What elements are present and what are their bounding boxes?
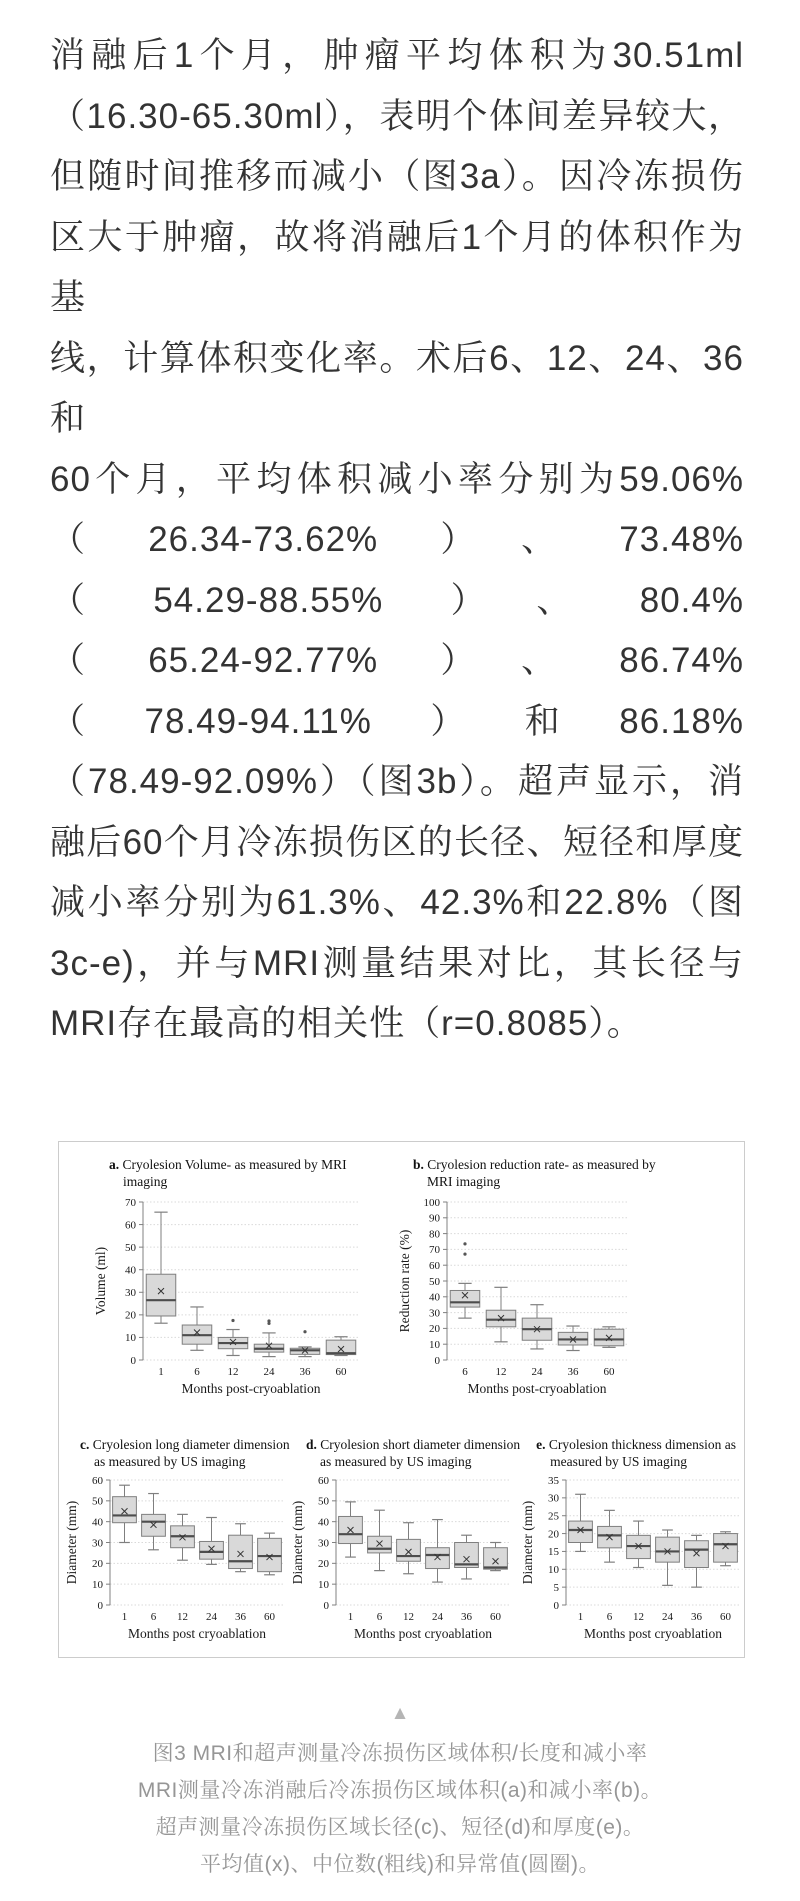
svg-text:50: 50 (318, 1495, 329, 1508)
box-group-12 (627, 1521, 651, 1567)
svg-text:35: 35 (548, 1474, 560, 1487)
svg-text:5: 5 (553, 1581, 560, 1594)
text-line: （78.49-92.09%）（图3b）。超声显示，消 (50, 762, 744, 801)
text-line: （65.24-92.77%）、86.74% (50, 641, 744, 680)
svg-text:24: 24 (263, 1365, 275, 1378)
figure-row-bottom (59, 1436, 744, 1647)
svg-text:36: 36 (461, 1610, 472, 1623)
svg-text:0: 0 (130, 1354, 136, 1367)
box-group-6 (450, 1242, 480, 1318)
text-line: （16.30-65.30ml），表明个体间差异较大， (50, 96, 744, 136)
svg-text:10: 10 (548, 1563, 560, 1576)
text-line: 线，计算体积变化率。术后6、12、24、36和 (50, 338, 744, 438)
svg-text:12: 12 (633, 1610, 645, 1623)
svg-text:Diameter (mm): Diameter (mm) (290, 1500, 305, 1584)
caption-line: 平均值(x)、中位数(粗线)和异常值(圆圈)。 (200, 1852, 600, 1876)
svg-text:30: 30 (429, 1306, 440, 1319)
svg-text:Months post-cryoablation: Months post-cryoablation (181, 1380, 321, 1396)
svg-text:20: 20 (548, 1528, 560, 1541)
chart-d-title: d. Cryolesion short diameter dimension as measured by US imaging (306, 1436, 521, 1470)
box-group-60 (484, 1542, 508, 1570)
svg-text:0: 0 (323, 1599, 329, 1612)
svg-text:50: 50 (92, 1495, 103, 1508)
svg-text:6: 6 (150, 1610, 157, 1623)
svg-text:50: 50 (125, 1241, 136, 1254)
svg-text:6: 6 (606, 1610, 613, 1623)
chart-b-title: b. Cryolesion reduction rate- as measured by MRI imaging (413, 1156, 656, 1190)
svg-text:60: 60 (720, 1610, 732, 1623)
svg-text:30: 30 (92, 1536, 103, 1549)
svg-text:6: 6 (462, 1365, 468, 1378)
svg-text:Reduction rate (%): Reduction rate (%) (397, 1229, 412, 1332)
svg-text:20: 20 (125, 1309, 136, 1322)
svg-text:Diameter (mm): Diameter (mm) (520, 1500, 536, 1584)
chart-a-boxplot (93, 1194, 375, 1402)
box-group-1 (146, 1212, 176, 1323)
text-line: 消融后1个月，肿瘤平均体积为30.51ml (50, 36, 744, 75)
svg-text:1: 1 (158, 1365, 164, 1378)
box-group-6 (182, 1307, 212, 1350)
svg-text:30: 30 (318, 1536, 329, 1549)
svg-text:30: 30 (125, 1286, 136, 1299)
text-line: （26.34-73.62%）、73.48% (50, 520, 744, 559)
box-group-24 (200, 1517, 224, 1564)
svg-text:Diameter (mm): Diameter (mm) (64, 1500, 79, 1584)
svg-text:36: 36 (235, 1610, 246, 1623)
box-group-36 (455, 1535, 479, 1579)
box-group-6 (368, 1510, 392, 1570)
svg-text:100: 100 (423, 1196, 440, 1209)
svg-text:20: 20 (318, 1557, 329, 1570)
caption-line: 图3 MRI和超声测量冷冻损伤区域体积/长度和减小率 (152, 1741, 648, 1765)
svg-text:60: 60 (603, 1365, 615, 1378)
chart-b-boxplot (397, 1194, 643, 1402)
text-line: （78.49-94.11%）和86.18% (50, 701, 744, 741)
svg-text:12: 12 (495, 1365, 507, 1378)
svg-text:12: 12 (177, 1610, 188, 1623)
chart-e-title: e. Cryolesion thickness dimension as measured by US imaging (536, 1436, 736, 1470)
svg-text:1: 1 (121, 1610, 128, 1623)
box-group-6 (142, 1493, 166, 1549)
box-group-12 (486, 1287, 516, 1342)
text-line: 但随时间推移而减小（图3a）。因冷冻损伤 (50, 157, 744, 196)
box-group-1 (569, 1494, 593, 1551)
svg-text:60: 60 (429, 1259, 440, 1272)
svg-text:24: 24 (662, 1610, 674, 1623)
svg-text:36: 36 (567, 1365, 579, 1378)
chart-c (64, 1436, 290, 1647)
figure-caption (0, 1735, 800, 1883)
box-group-1 (113, 1485, 137, 1542)
chart-e (520, 1436, 746, 1647)
caption-area (0, 1704, 800, 1883)
svg-text:Months post-cryoablation: Months post-cryoablation (467, 1380, 607, 1396)
svg-text:Months post cryoablation: Months post cryoablation (584, 1625, 723, 1641)
svg-text:25: 25 (548, 1510, 560, 1523)
text-line: 3c-e)，并与MRI测量结果对比，其长径与 (50, 943, 744, 983)
svg-text:Months post cryoablation: Months post cryoablation (128, 1625, 266, 1641)
svg-text:0: 0 (97, 1599, 103, 1612)
text-line: MRI存在最高的相关性（r=0.8085）。 (50, 1004, 643, 1043)
box-group-60 (714, 1531, 738, 1565)
svg-text:36: 36 (691, 1610, 703, 1623)
svg-text:10: 10 (429, 1338, 440, 1351)
svg-text:30: 30 (548, 1492, 560, 1505)
svg-text:0: 0 (434, 1354, 440, 1367)
box-group-36 (685, 1535, 709, 1587)
box-group-12 (218, 1318, 248, 1355)
svg-text:60: 60 (264, 1610, 275, 1623)
figure-panel (58, 1141, 745, 1658)
svg-text:12: 12 (227, 1365, 239, 1378)
svg-text:24: 24 (432, 1610, 443, 1623)
svg-text:Months post cryoablation: Months post cryoablation (354, 1625, 492, 1641)
text-line: 60个月，平均体积减小率分别为59.06% (50, 459, 744, 499)
box-group-24 (426, 1519, 450, 1582)
figure-row-top (59, 1156, 744, 1402)
svg-text:50: 50 (429, 1275, 440, 1288)
text-line: 融后60个月冷冻损伤区的长径、短径和厚度 (50, 822, 744, 862)
box-group-24 (656, 1530, 680, 1585)
svg-text:60: 60 (335, 1365, 347, 1378)
svg-text:40: 40 (429, 1291, 440, 1304)
box-group-60 (594, 1326, 624, 1347)
chart-a (93, 1156, 375, 1402)
svg-text:60: 60 (318, 1474, 329, 1487)
caption-line: MRI测量冷冻消融后冷冻损伤区域体积(a)和减小率(b)。 (137, 1778, 663, 1802)
box-group-24 (522, 1304, 552, 1348)
text-line: （54.29-88.55%）、80.4% (50, 580, 744, 620)
svg-text:70: 70 (125, 1196, 136, 1209)
svg-text:15: 15 (548, 1545, 560, 1558)
svg-text:36: 36 (299, 1365, 311, 1378)
collapse-triangle-icon[interactable]: ▲ (390, 1702, 410, 1724)
svg-text:60: 60 (125, 1218, 136, 1231)
svg-text:90: 90 (429, 1212, 440, 1225)
box-group-12 (397, 1522, 421, 1573)
svg-text:40: 40 (318, 1516, 329, 1529)
chart-b (397, 1156, 656, 1402)
svg-text:1: 1 (347, 1610, 354, 1623)
box-group-24 (254, 1319, 284, 1356)
box-group-60 (326, 1336, 356, 1355)
svg-text:0: 0 (553, 1599, 560, 1612)
svg-text:60: 60 (490, 1610, 501, 1623)
svg-text:24: 24 (206, 1610, 217, 1623)
chart-c-boxplot (64, 1474, 290, 1647)
text-line: 减小率分别为61.3%、42.3%和22.8%（图 (50, 883, 744, 922)
svg-text:6: 6 (194, 1365, 200, 1378)
box-group-36 (558, 1326, 588, 1350)
svg-text:24: 24 (531, 1365, 543, 1378)
chart-d-boxplot (290, 1474, 516, 1647)
svg-text:40: 40 (92, 1516, 103, 1529)
svg-text:Volume (ml): Volume (ml) (93, 1246, 108, 1315)
box-group-6 (598, 1510, 622, 1562)
svg-text:20: 20 (429, 1322, 440, 1335)
svg-text:70: 70 (429, 1243, 440, 1256)
svg-text:6: 6 (376, 1610, 383, 1623)
chart-e-boxplot (520, 1474, 746, 1647)
svg-text:10: 10 (92, 1578, 103, 1591)
svg-text:20: 20 (92, 1557, 103, 1570)
chart-c-title: c. Cryolesion long diameter dimension as measured by US imaging (80, 1436, 290, 1470)
svg-text:10: 10 (125, 1331, 136, 1344)
chart-d (290, 1436, 520, 1647)
svg-text:80: 80 (429, 1227, 440, 1240)
caption-line: 超声测量冷冻损伤区域长径(c)、短径(d)和厚度(e)。 (155, 1815, 645, 1839)
box-group-36 (290, 1330, 320, 1356)
text-line: 区大于肿瘤，故将消融后1个月的体积作为基 (50, 217, 744, 317)
box-group-36 (229, 1523, 253, 1571)
svg-text:60: 60 (92, 1474, 103, 1487)
box-group-1 (339, 1502, 363, 1557)
svg-text:10: 10 (318, 1578, 329, 1591)
svg-text:40: 40 (125, 1264, 136, 1277)
svg-text:12: 12 (403, 1610, 414, 1623)
box-group-60 (258, 1533, 282, 1575)
chart-a-title: a. Cryolesion Volume- as measured by MRI imaging (109, 1156, 347, 1190)
svg-text:1: 1 (577, 1610, 584, 1623)
